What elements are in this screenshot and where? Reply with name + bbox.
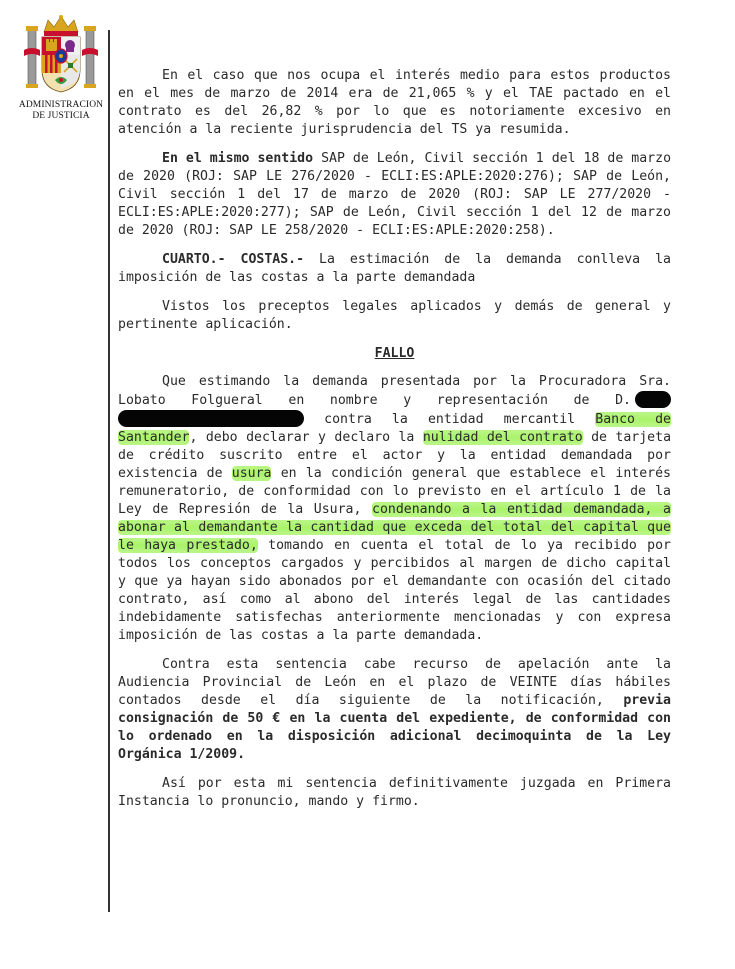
paragraph-text: En el caso que nos ocupa el interés medio para estos productos en el mes de marzo de 2014 era de 21,065 % y el TAE pactado en el contrato es del 26,82 % por lo que es notoriamente excesivo en atención a la reciente jurisprudencia del TS ya resumida. bbox=[118, 68, 671, 137]
paragraph-text: Que estimando la demanda presentada por la Procuradora Sra. Lobato Folgueral en nombre y representación de D. bbox=[118, 374, 671, 408]
fallo-heading bbox=[118, 345, 671, 363]
paragraph-costas bbox=[118, 251, 671, 287]
paragraph-appeal bbox=[118, 656, 671, 764]
paragraph-same-sense bbox=[118, 150, 671, 240]
logo-text-line2: DE JUSTICIA bbox=[32, 111, 90, 121]
margin-rule bbox=[108, 30, 110, 912]
highlight-bank: Banco de Santander bbox=[118, 412, 671, 445]
logo-text-line1: ADMINISTRACION bbox=[18, 100, 104, 110]
paragraph-fallo bbox=[118, 373, 671, 645]
highlight-nullity: nulidad del contrato bbox=[422, 430, 583, 445]
paragraph-vistos bbox=[118, 298, 671, 334]
court-logo bbox=[16, 14, 106, 122]
bold-text: previa consignación de 50 € en la cuenta del expediente, de conformidad con lo ordenado en la disposición adicional decimoquinta de la Ley Orgánica 1/2009. bbox=[118, 693, 671, 762]
heading-text: FALLO bbox=[374, 346, 415, 361]
paragraph-interest bbox=[118, 67, 671, 139]
bold-lead: En el mismo sentido bbox=[162, 151, 314, 166]
paragraph-text: Contra esta sentencia cabe recurso de apelación ante la Audiencia Provincial de León en el plazo de VEINTE días hábiles contados desde el día siguiente de la notificación, bbox=[118, 657, 671, 708]
paragraph-text: Así por esta mi sentencia definitivamente juzgada en Primera Instancia lo pronuncio, mando y firmo. bbox=[118, 776, 671, 809]
paragraph-text: de tarjeta de crédito suscrito entre el actor y la entidad demandada por existencia de bbox=[118, 430, 672, 481]
highlight-usury: usura bbox=[231, 466, 272, 481]
redaction-mark bbox=[118, 410, 304, 427]
paragraph-text: en la condición general que establece el interés remuneratorio, de conformidad con lo previsto en el artículo 1 de la Ley de Represión de la Usura, bbox=[118, 466, 671, 517]
paragraph-text: Vistos los preceptos legales aplicados y demás de general y pertinente aplicación. bbox=[118, 299, 671, 332]
bold-lead: CUARTO.- COSTAS.- bbox=[162, 252, 305, 267]
document-body bbox=[118, 67, 671, 822]
paragraph-text: tomando en cuenta el total de lo ya recibido por todos los conceptos cargados y percibidos al margen de dicho capital y que ya hayan sido abonados por el demandante con ocasión del citado contrato, así como al abono del interés legal de las cantidades indebidamente satisfechas anteriormente mencionadas y con expresa imposición de las costas a la parte demandada. bbox=[118, 538, 671, 643]
paragraph-text: contra la entidad mercantil bbox=[304, 412, 596, 427]
paragraph-text: , debo declarar y declaro la bbox=[189, 430, 423, 445]
paragraph-closing bbox=[118, 775, 671, 811]
redaction-mark bbox=[635, 391, 671, 408]
paragraph-text: SAP de León, Civil sección 1 del 18 de marzo de 2020 (ROJ: SAP LE 276/2020 - ECLI:ES:APLE:2020:276); SAP de León, Civil sección 1 del 17 de marzo de 2020 (ROJ: SAP LE 277/2020 - ECLI:ES:APLE:2020:277); SAP de León, Civil sección 1 del 12 de marzo de 2020 (ROJ: SAP LE 258/2020 - ECLI:ES:APLE:2020:258). bbox=[118, 151, 672, 238]
coat-of-arms-icon bbox=[24, 14, 98, 98]
paragraph-text: La estimación de la demanda conlleva la imposición de las costas a la parte demandada bbox=[118, 252, 671, 285]
highlight-condemn: condenando a la entidad demandada, a abonar al demandante la cantidad que exceda del total del capital que le haya prestado, bbox=[118, 502, 671, 553]
